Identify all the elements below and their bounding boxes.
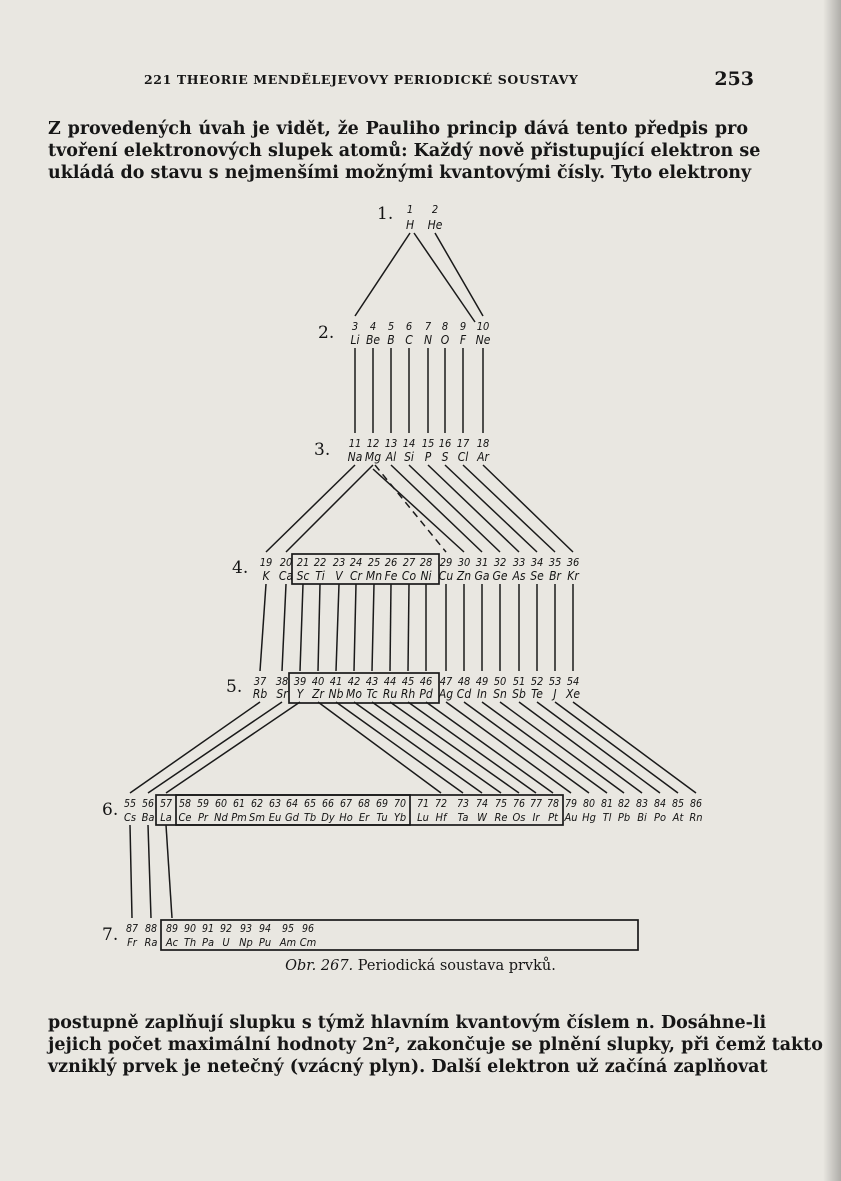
element-number: 9 [459,320,467,333]
element-number: 18 [476,437,490,450]
element-symbol: In [476,687,488,701]
element-symbol: U [222,936,230,949]
element-number: 35 [548,556,562,569]
period-label: 5. [226,677,243,697]
connector-line [445,465,537,552]
element-symbol: Nb [328,687,344,701]
element-symbol: Pd [419,687,433,701]
text-line: postupně zaplňují slupku s týmž hlavním kvantovým číslem n. Dosáhne-li [48,1013,767,1033]
element-symbol: Ar [477,450,489,464]
element-symbol: Hg [582,811,596,824]
element-number: 40 [311,675,325,688]
element-number: 83 [635,798,649,810]
element-symbol: C [405,333,413,347]
element-number: 94 [258,923,272,935]
element-symbol: Al [385,450,397,464]
connector-line [391,465,482,552]
element-number: 21 [296,556,310,569]
element-number: 92 [219,923,233,935]
connector-line [409,465,500,552]
element-symbol: Ra [144,936,158,949]
element-number: 10 [476,320,490,333]
element-number: 90 [183,923,197,935]
element-symbol: Sc [296,569,310,583]
connector-line [463,465,555,552]
element-symbol: Co [401,569,417,583]
element-symbol: Ce [178,811,192,824]
connector-line [148,825,151,918]
element-number: 4 [369,320,377,333]
element-number: 54 [566,675,580,688]
element-number: 1 [406,203,414,216]
connector-line [519,702,642,793]
element-number: 41 [329,675,343,688]
element-symbol: Li [350,333,360,347]
element-symbol: S [441,450,449,464]
element-number: 61 [232,798,246,810]
element-number: 53 [548,675,562,688]
element-symbol: Tu [376,811,388,824]
element-number: 57 [159,798,173,810]
connector-line [537,702,660,793]
element-symbol: Cr [350,569,362,583]
element-number: 11 [348,437,362,450]
actinide-box [161,920,638,950]
text-line: tvoření elektronových slupek atomů: Každý nově přistupující elektron se [48,141,761,161]
element-number: 27 [402,556,416,569]
element-symbol: Ac [165,936,179,949]
element-symbol: Ag [438,687,454,701]
element-symbol: Fr [127,936,137,949]
page-number: 253 [714,68,754,90]
element-symbol: Mg [364,450,382,464]
element-symbol: Th [183,936,197,949]
element-number: 2 [431,203,439,216]
element-number: 31 [475,556,489,569]
element-symbol: Ni [420,569,432,583]
element-number: 22 [313,556,327,569]
element-symbol: Pb [617,811,631,824]
connector-line [130,825,132,918]
element-number: 60 [214,798,228,810]
element-number: 24 [349,556,363,569]
element-number: 47 [439,675,453,688]
connector-line [408,702,536,793]
element-number: 59 [196,798,210,810]
element-symbol: Fe [384,569,398,583]
connector-line [130,702,260,793]
element-number: 8 [441,320,449,333]
element-number: 55 [123,798,137,810]
connector-line [428,465,519,552]
element-number: 58 [178,798,192,810]
periodic-diagram [90,195,770,965]
text-line: ukládá do stavu s nejmenšími možnými kvantovými čísly. Tyto elektrony [48,163,752,183]
element-number: 79 [564,798,578,810]
element-number: 37 [253,675,267,688]
element-number: 43 [365,675,379,688]
element-number: 95 [281,923,295,935]
periodic-system-figure [90,195,770,965]
element-symbol: Rh [400,687,416,701]
element-number: 80 [582,798,596,810]
element-symbol: Zn [456,569,472,583]
connector-line [166,702,300,793]
element-number: 20 [279,556,293,569]
element-symbol: Os [512,811,526,824]
element-number: 71 [416,798,430,810]
figure-caption [0,958,841,974]
element-number: 74 [475,798,489,810]
element-symbol: Bi [637,811,647,824]
element-number: 33 [512,556,526,569]
element-symbol: Ho [339,811,353,824]
element-number: 28 [419,556,433,569]
element-number: 72 [434,798,448,810]
element-number: 48 [457,675,471,688]
element-number: 16 [438,437,452,450]
element-symbol: Sr [276,687,288,701]
element-symbol: F [459,333,467,347]
element-number: 50 [493,675,507,688]
element-number: 75 [494,798,508,810]
element-number: 62 [250,798,264,810]
connector-line [318,702,441,793]
element-number: 85 [671,798,685,810]
connector-line [414,233,475,322]
element-symbol: Mo [346,687,362,701]
element-number: 42 [347,675,361,688]
element-number: 26 [384,556,398,569]
figure-caption-text: Periodická soustava prvků. [353,958,556,974]
element-symbol: O [440,333,450,347]
element-symbol: W [477,811,487,824]
element-symbol: Mn [365,569,383,583]
text-line: jejich počet maximální hodnoty 2n², zakončuje se plnění slupky, při čemž takto [48,1035,823,1055]
element-number: 44 [383,675,397,688]
element-symbol: Hf [435,811,447,824]
element-number: 52 [530,675,544,688]
paragraph-bottom [48,1012,823,1078]
element-number: 56 [141,798,155,810]
element-number: 39 [293,675,307,688]
element-symbol: Dy [321,811,335,824]
element-symbol: Cs [123,811,137,824]
element-symbol: Rn [689,811,703,824]
element-symbol: He [427,218,443,232]
page-edge-shadow [823,0,841,1181]
element-number: 15 [421,437,435,450]
element-symbol: B [387,333,395,347]
element-symbol: N [423,333,433,347]
element-symbol: Pr [197,811,209,824]
text-line: vzniklý prvek je netečný (vzácný plyn). Další elektron už začíná zaplňovat [48,1057,768,1077]
element-symbol: Po [653,811,667,824]
element-symbol: Si [404,450,414,464]
element-symbol: Au [564,811,578,824]
element-number: 12 [366,437,380,450]
element-number: 49 [475,675,489,688]
element-symbol: Ne [475,333,491,347]
element-symbol: J [553,687,557,701]
connector-line [266,465,355,552]
connector-line [300,584,303,671]
element-number: 3 [351,320,359,333]
element-symbol: Tb [303,811,317,824]
element-number: 64 [285,798,299,810]
element-symbol: Tl [602,811,612,824]
element-number: 25 [367,556,381,569]
element-number: 46 [419,675,433,688]
connector-line [408,584,409,671]
connector-line [390,584,391,671]
connector-line [286,465,373,552]
element-number: 67 [339,798,353,810]
element-number: 81 [600,798,614,810]
element-number: 65 [303,798,317,810]
element-symbol: Cd [456,687,472,701]
element-number: 77 [529,798,543,810]
connector-line [148,702,282,793]
element-symbol: Xe [565,687,581,701]
element-number: 5 [387,320,395,333]
connector-line [260,584,266,671]
connector-line [355,233,410,316]
element-symbol: Cm [299,936,317,949]
element-symbol: Ru [382,687,398,701]
figure-label: Obr. 267. [285,958,354,974]
connector-line [372,584,374,671]
element-symbol: Cl [457,450,469,464]
element-symbol: H [405,218,415,232]
element-symbol: Te [531,687,543,701]
running-head: 221 THEORIE MENDĚLEJEVOVY PERIODICKÉ SOUSTAVY [144,72,579,87]
element-symbol: At [672,811,684,824]
element-symbol: Yb [393,811,407,824]
element-symbol: Ca [278,569,294,583]
period-label: 4. [232,558,249,578]
connector-line [354,702,482,793]
element-symbol: Sb [512,687,526,701]
element-symbol: As [512,569,526,583]
connector-line [500,702,624,793]
element-symbol: Ir [532,811,540,824]
element-number: 30 [457,556,471,569]
element-number: 13 [384,437,398,450]
element-symbol: V [335,569,343,583]
element-number: 76 [512,798,526,810]
element-symbol: Np [239,936,253,949]
element-symbol: La [160,811,172,824]
element-number: 68 [357,798,371,810]
element-symbol: Kr [567,569,579,583]
connector-line [573,702,696,793]
element-symbol: Gd [285,811,299,824]
element-number: 82 [617,798,631,810]
element-number: 86 [689,798,703,810]
element-symbol: Pu [258,936,272,949]
element-symbol: Nd [214,811,228,824]
element-number: 89 [165,923,179,935]
element-symbol: Rb [252,687,268,701]
element-number: 7 [424,320,432,333]
element-number: 36 [566,556,580,569]
element-symbol: Tc [366,687,378,701]
element-number: 38 [275,675,289,688]
element-number: 66 [321,798,335,810]
element-symbol: K [262,569,270,583]
element-symbol: Be [365,333,381,347]
period-label: 3. [314,440,331,460]
period-label: 1. [377,204,394,224]
connector-line [446,702,571,793]
element-number: 70 [393,798,407,810]
connector-line [555,702,678,793]
connector-line [483,465,573,552]
element-symbol: Eu [268,811,282,824]
element-symbol: Se [530,569,544,583]
connector-line [282,584,286,671]
element-symbol: Y [296,687,304,701]
period-label: 6. [102,800,119,820]
element-symbol: Zr [312,687,324,701]
element-number: 88 [144,923,158,935]
element-symbol: Pt [548,811,558,824]
element-number: 78 [546,798,560,810]
element-symbol: Ti [315,569,325,583]
element-number: 17 [456,437,470,450]
element-symbol: Lu [417,811,429,824]
element-symbol: Pm [231,811,247,824]
period-label: 7. [102,925,119,945]
element-symbol: Na [347,450,363,464]
element-number: 19 [259,556,273,569]
text-line: Z provedených úvah je vidět, že Pauliho princip dává tento předpis pro [48,119,748,139]
element-number: 45 [401,675,415,688]
element-symbol: Ba [141,811,155,824]
connector-line [373,469,464,552]
element-number: 91 [201,923,215,935]
element-symbol: Am [279,936,297,949]
element-symbol: Sm [249,811,265,824]
element-number: 73 [456,798,470,810]
element-number: 69 [375,798,389,810]
element-symbol: Ge [492,569,508,583]
element-number: 6 [405,320,413,333]
element-number: 87 [125,923,139,935]
element-symbol: Er [358,811,370,824]
element-symbol: Pa [201,936,215,949]
element-number: 84 [653,798,667,810]
connector-line [354,584,356,671]
element-number: 34 [530,556,544,569]
period-label: 2. [318,323,335,343]
connector-line [166,825,172,918]
element-number: 14 [402,437,416,450]
paragraph-top [48,118,761,184]
element-symbol: Cu [438,569,454,583]
element-number: 93 [239,923,253,935]
connector-line [375,465,446,552]
element-number: 29 [439,556,453,569]
element-symbol: P [424,450,432,464]
element-symbol: Re [494,811,508,824]
element-symbol: Sn [493,687,507,701]
connector-line [318,584,320,671]
element-number: 63 [268,798,282,810]
element-symbol: Ta [457,811,469,824]
element-number: 23 [332,556,346,569]
element-number: 96 [301,923,315,935]
element-number: 32 [493,556,507,569]
element-symbol: Ga [474,569,490,583]
element-number: 51 [512,675,526,688]
connector-line [336,584,339,671]
page-header [144,68,754,90]
element-symbol: Br [549,569,561,583]
